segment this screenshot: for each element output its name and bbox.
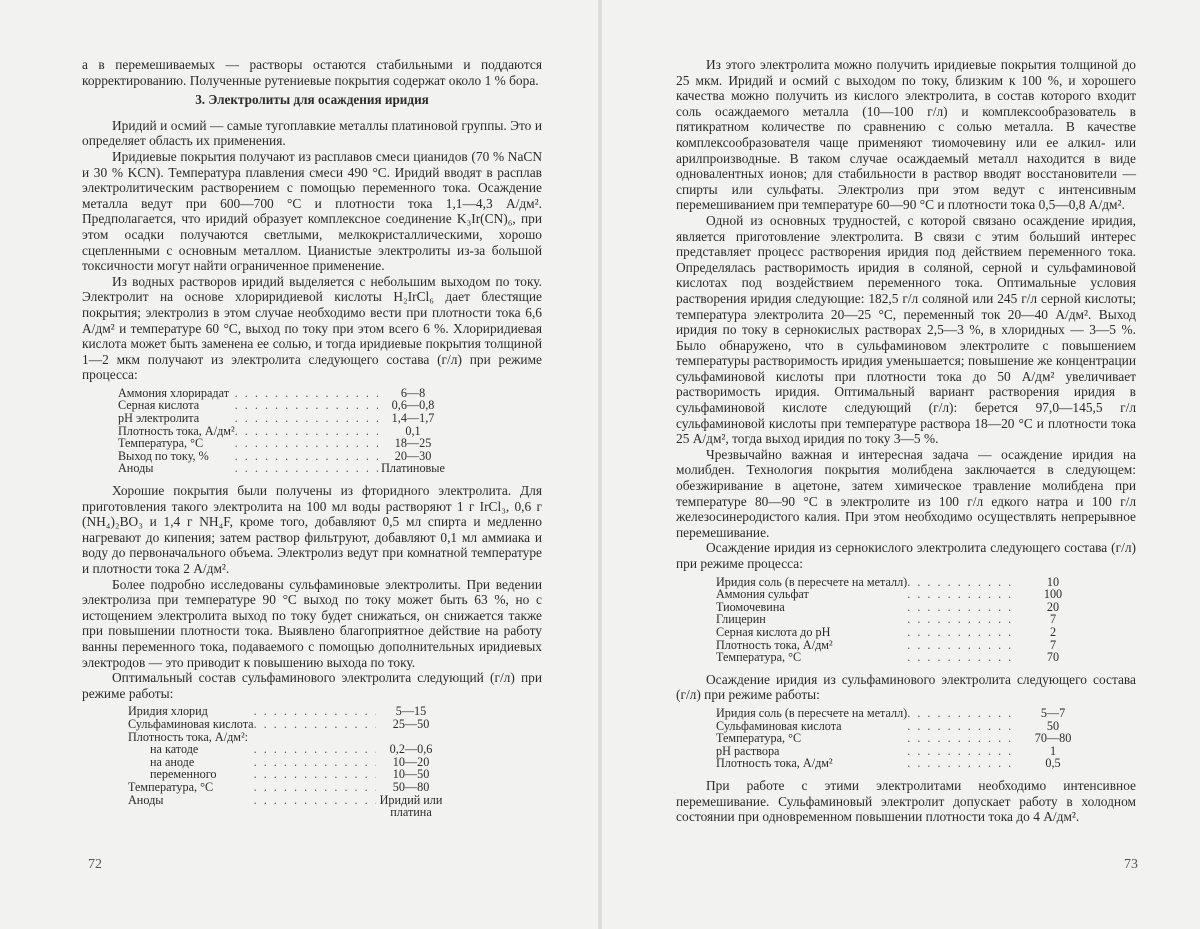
- paragraph: Чрезвычайно важная и интересная задача — осаждение иридия на молибден. Технология покрытия молибдена заключается в следующем: обезжиривание в ацетоне, затем химическое травление молибдена при температуре 80—90 °С в электролите из 100 г/л едкого натра и 100 г/л железосинеродистого калия. При этом необходимо осуществлять непрерывное перемешивание.: [676, 446, 1136, 540]
- table-row: [128, 743, 446, 756]
- component-value: 10: [1046, 574, 1060, 589]
- composition-table: [118, 387, 448, 475]
- table-row: [716, 707, 1088, 720]
- component-name: Аноды: [128, 792, 164, 807]
- leader-dots: [235, 412, 378, 425]
- component-value: 2: [1049, 624, 1057, 639]
- leader-dots: [254, 743, 376, 756]
- leader-dots: [254, 718, 376, 731]
- leader-dots: [907, 639, 1018, 652]
- leader-dots: [907, 745, 1018, 758]
- leader-dots: [235, 462, 378, 475]
- leader-dots: [254, 731, 376, 744]
- component-value: 1: [1049, 743, 1057, 758]
- table-row: [716, 651, 1088, 664]
- component-name: Выход по току, %: [118, 448, 209, 463]
- component-value: 70—80: [1034, 731, 1072, 746]
- component-name: Аноды: [118, 461, 154, 476]
- component-value: 100: [1043, 587, 1063, 602]
- table-row: [118, 462, 448, 475]
- component-value: 1,4—1,7: [391, 411, 435, 426]
- leader-dots: [254, 781, 376, 794]
- component-value: 0,5: [1045, 756, 1061, 771]
- component-value: 6—8: [400, 385, 426, 400]
- leader-dots: [907, 588, 1018, 601]
- component-name: на аноде: [150, 754, 195, 769]
- leader-dots: [235, 437, 378, 450]
- table-row: [716, 601, 1088, 614]
- component-name: Плотность тока, А/дм²:: [128, 729, 249, 744]
- table-row: [716, 588, 1088, 601]
- leader-dots: [907, 757, 1018, 770]
- component-name: Сульфаминовая кислота: [716, 718, 842, 733]
- leader-dots: [907, 707, 1018, 720]
- component-value: 20: [1046, 599, 1060, 614]
- leader-dots: [254, 756, 376, 769]
- composition-table: [716, 707, 1088, 770]
- paragraph: Осаждение иридия из сернокислого электролита следующего состава (г/л) при режиме процесса:: [676, 540, 1136, 571]
- component-name: pH электролита: [118, 411, 200, 426]
- leader-dots: [235, 399, 378, 412]
- component-value: 70: [1046, 650, 1060, 665]
- component-value: 50—80: [392, 779, 430, 794]
- component-name: Температура, °С: [118, 436, 204, 451]
- leader-dots: [907, 626, 1018, 639]
- leader-dots: [907, 732, 1018, 745]
- paragraph: Из водных растворов иридий выделяется с небольшим выходом по току. Электролит на основе хлориридиевой кислоты H₂IrCl₆ дает блестящие покрытия; электролиз в этом случае необходимо вести при плотности тока 6,6 А/дм² и температуре 60 °С, выход по току при этом всего 6 %. Хлориридиевая кислота может быть заменена ее солью, и тогда иридиевые покрытия толщиной 1—2 мкм получают из электролита следующего состава (г/л) при режиме процесса:: [82, 273, 542, 383]
- component-name: Плотность тока, А/дм²: [118, 423, 235, 438]
- paragraph: а в перемешиваемых — растворы остаются стабильными и поддаются корректированию. Полученные рутениевые покрытия содержат около 1 % бора.: [82, 57, 542, 88]
- component-name: Глицерин: [716, 612, 766, 627]
- composition-table: [128, 705, 446, 818]
- paragraph: Одной из основных трудностей, с которой связано осаждение иридия, является приготовление электролита. В связи с этим больший интерес представляет процесс растворения иридия под действием переменного тока. Определялась растворимость иридия в соляной, серной и сульфаминовой кислотах под воздействием переменного тока. Оптимальные условия растворения иридия следующие: 182,5 г/л соляной или 245 г/л серной кислоты; температура электролита 20—25 °С, переменный ток 20—40 А/дм². Выход иридия по току в сернокислых растворах 2,5—3 %, в хлоридных — 3—5 %. Было обнаружено, что в сульфаминовом электролите с повышением температуры растворимость иридия уменьшается; повышение же концентрации сульфаминовой кислоты при плотности тока до 50 А/дм² увеличивает растворимость иридия. Оптимальный вариант растворения иридия в сульфаминовой кислоте следующий (г/л): берется 97,0—145,5 г/л сульфаминовой кислоты при температуре раствора 18—20 °С и плотности тока 25 А/дм², тогда выход иридия по току 3—5 %.: [676, 212, 1136, 447]
- leader-dots: [907, 613, 1018, 626]
- paragraph: Осаждение иридия из сульфаминового электролита следующего состава (г/л) при режиме работы:: [676, 671, 1136, 703]
- component-name: Иридия соль (в пересчете на металл): [716, 705, 908, 720]
- component-name: Серная кислота до pH: [716, 624, 831, 639]
- component-name: pH раствора: [716, 743, 780, 758]
- component-name: на катоде: [150, 742, 199, 757]
- component-value: 25—50: [392, 716, 430, 731]
- leader-dots: [235, 450, 378, 463]
- table-row: [716, 626, 1088, 639]
- component-name: Сульфаминовая кислота: [128, 716, 254, 731]
- component-value: 20—30: [394, 448, 432, 463]
- component-value: 7: [1049, 612, 1057, 627]
- table-row: [128, 781, 446, 794]
- table-row: [716, 732, 1088, 745]
- section-heading: 3. Электролиты для осаждения иридия: [195, 92, 429, 108]
- table-row: [118, 437, 448, 450]
- leader-dots: [254, 705, 376, 718]
- component-value: Иридий или платина: [379, 792, 443, 820]
- leader-dots: [254, 794, 376, 819]
- component-name: Температура, °С: [716, 650, 802, 665]
- leader-dots: [907, 651, 1018, 664]
- table-row: [118, 412, 448, 425]
- component-name: Плотность тока, А/дм²: [716, 637, 833, 652]
- component-name: Иридия соль (в пересчете на металл): [716, 574, 908, 589]
- component-value: 0,6—0,8: [391, 398, 435, 413]
- leader-dots: [907, 601, 1018, 614]
- table-row: [128, 718, 446, 731]
- component-name: Температура, °С: [716, 731, 802, 746]
- leader-dots: [235, 425, 378, 438]
- component-name: Тиомочевина: [716, 599, 785, 614]
- paragraph: Иридиевые покрытия получают из расплавов смеси цианидов (70 % NaCN и 30 % KCN). Температура плавления смеси 490 °С. Иридий вводят в расплав электролитическим растворением с помощью переменного тока. Осаждение металла ведут при 600—700 °С и плотности тока 1,1—4,3 А/дм². Предполагается, что иридий образует комплексное соединение K₃Ir(CN)₆, при этом осадки получаются светлыми, мелкокристаллическими, хорошо сцепленными с основным металлом. Цианистые электролиты из-за большой токсичности могут найти ограниченное применение.: [82, 148, 542, 274]
- leader-dots: [907, 720, 1018, 733]
- component-value: 5—7: [1040, 705, 1066, 720]
- component-value: 18—25: [394, 436, 432, 451]
- component-value: Платиновые: [381, 461, 445, 476]
- component-value: 0,2—0,6: [389, 742, 433, 757]
- component-name: Плотность тока, А/дм²: [716, 756, 833, 771]
- leader-dots: [254, 768, 376, 781]
- component-value: 10—20: [392, 754, 430, 769]
- component-value: 0,1: [405, 423, 421, 438]
- paragraph: Более подробно исследованы сульфаминовые электролиты. При ведении электролиза при температуре 90 °С выход по току может быть 63 %, но с истощением электролита выход по току будет снижаться, он снижается также при повышении плотности тока. Выявлено благоприятное действие на работу ванны переменного тока, подаваемого с помощью дополнительных иридиевых электродов — это приводит к повышению выхода по току.: [82, 576, 542, 670]
- paragraph: Иридий и осмий — самые тугоплавкие металлы платиновой группы. Это и определяет область их применения.: [82, 117, 542, 149]
- paragraph: Оптимальный состав сульфаминового электролита следующий (г/л) при режиме работы:: [82, 670, 542, 701]
- component-value: 10—50: [392, 767, 430, 782]
- page-number: 72: [88, 857, 102, 872]
- component-value: 50: [1046, 718, 1060, 733]
- component-name: переменного: [150, 767, 217, 782]
- right-text-column: [676, 57, 1136, 825]
- paragraph: При работе с этими электролитами необходимо интенсивное перемешивание. Сульфаминовый электролит допускает работу в холодном состоянии при одновременном повышении плотности тока до 4 А/дм².: [676, 777, 1136, 825]
- table-row: [716, 757, 1088, 770]
- leader-dots: [235, 387, 378, 400]
- paragraph: Из этого электролита можно получить иридиевые покрытия толщиной до 25 мкм. Иридий и осмий с выходом по току, близким к 100 %, и хорошего качества можно получить из кислого электролита, в состав которого входит соль осаждаемого металла (10—100 г/л) и комплексообразователь в пятикратном количестве по сравнению с солью металла. В качестве комплексообразователя чаще применяют тиомочевину или ее алкил- или арилпроизводные. В таком случае осаждаемый металл находится в виде одновалентных ионов; для стабильности в раствор вводят восстановители — спирты или сульфаты. Электролиз при этом ведут с интенсивным перемешиванием при температуре 60—90 °С и плотности тока 0,5—0,8 А/дм².: [676, 57, 1136, 213]
- leader-dots: [907, 576, 1018, 589]
- component-name: Иридия хлорид: [128, 704, 208, 719]
- component-name: Аммония сульфат: [716, 587, 809, 602]
- composition-table: [716, 576, 1088, 664]
- component-value: 7: [1049, 637, 1057, 652]
- left-text-column: [82, 57, 542, 827]
- component-name: Аммония хлорирадат: [118, 385, 230, 400]
- page-number: 73: [1124, 857, 1138, 872]
- paragraph: Хорошие покрытия были получены из фторидного электролита. Для приготовления такого электролита на 100 мл воды растворяют 1 г IrCl₃, 0,6 г (NH₄)₂BO₃ и 1,4 г NH₄F, кроме того, добавляют 0,5 мл спирта и медленно нагревают до кипения; затем раствор фильтруют, добавляют 0,1 мл аммиака и воду до первоначального объема. Электролиз ведут при комнатной температуре и плотности тока 2 А/дм².: [82, 483, 542, 576]
- component-name: Серная кислота: [118, 398, 200, 413]
- component-name: Температура, °С: [128, 779, 214, 794]
- table-row: [128, 794, 446, 819]
- component-value: 5—15: [395, 704, 427, 719]
